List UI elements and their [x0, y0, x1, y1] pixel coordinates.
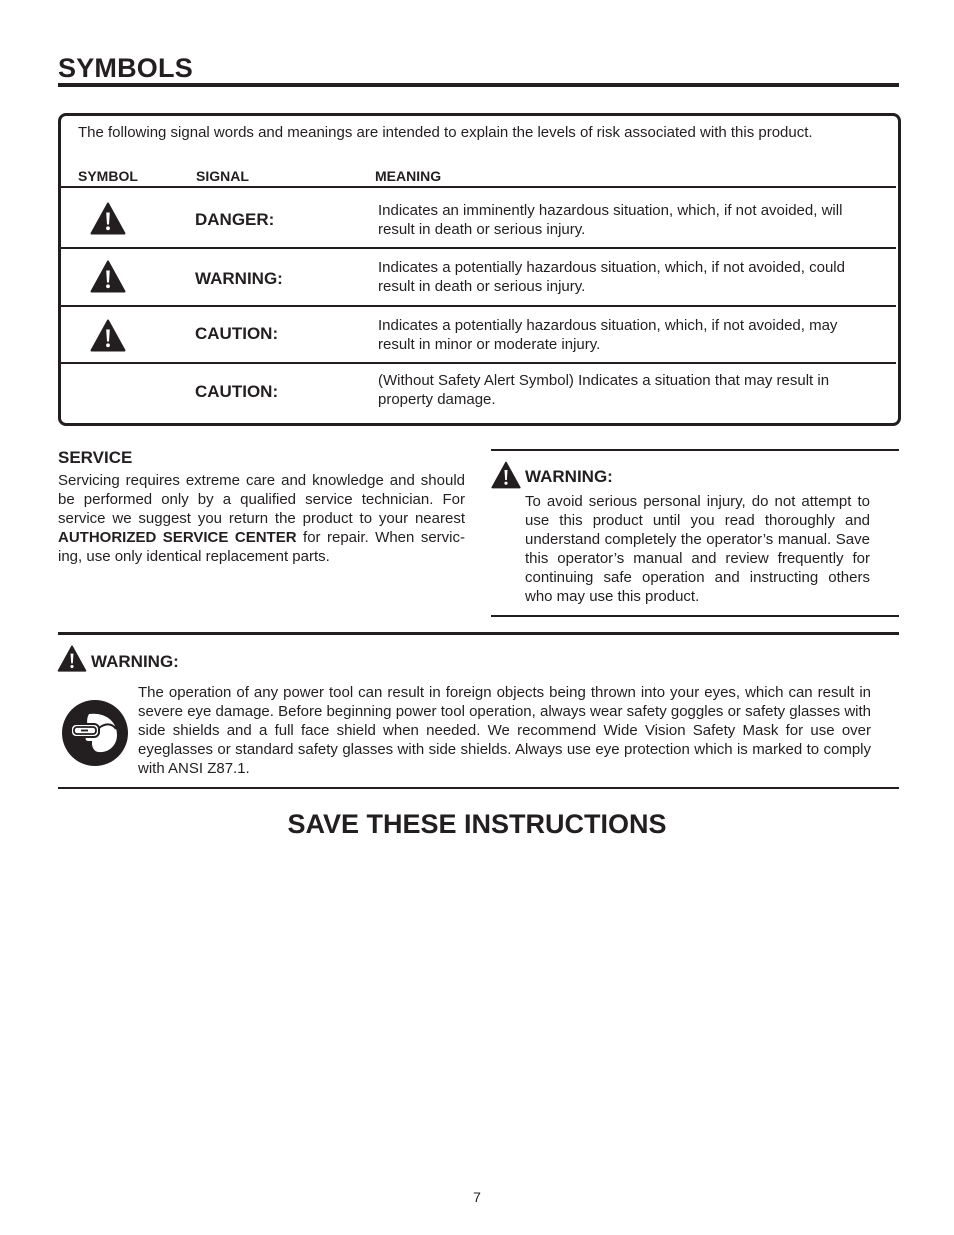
eye-protection-icon — [61, 699, 129, 767]
page-title: SYMBOLS — [58, 53, 193, 83]
warning-box-top-rule — [491, 449, 899, 451]
page-number: 7 — [473, 1189, 481, 1205]
signal-caution-no-symbol: CAUTION: — [195, 382, 279, 401]
signal-danger: DANGER: — [195, 210, 275, 229]
table-rule — [61, 362, 896, 364]
table-rule — [61, 186, 896, 188]
table-rule — [61, 305, 896, 307]
safety-alert-icon — [90, 260, 126, 293]
signal-warning: WARNING: — [195, 269, 283, 288]
safety-alert-icon — [90, 319, 126, 352]
table-rule — [61, 247, 896, 249]
eye-warning-text: The operation of any power tool can result in foreign objects being thrown into your eyes, which can result in severe eye damage. Before beginning power tool operation, always wear safety goggles or safety glasses with side shields and a full face shield when needed. We recommend Wide Vision Safety Mask for use over eyeglasses or standard safety glasses with side shields. Always use eye protection which is marked to comply with ANSI Z87.1. — [138, 684, 871, 777]
warning-label: WARNING: — [91, 652, 179, 671]
service-text: Servicing requires extreme care and knowledge and should be performed only by a qualified service technician. For service we suggest you return the product to your nearest AUTHORIZED SERVICE CENTER for repair. When servic-ing, use only identical replacement parts. — [58, 472, 466, 565]
title-rule — [58, 83, 899, 87]
meaning-caution: Indicates a potentially hazardous situation, which, if not avoided, may result in minor or moderate injury. — [378, 317, 838, 353]
warning-manual-text: To avoid serious personal injury, do not attempt to use this product until you read thoroughly and understand completely the operator’s manual. Save this operator’s manual and review frequently for continuing safe operation and instructing others who may use this product. — [525, 493, 870, 605]
signal-caution: CAUTION: — [195, 324, 279, 343]
safety-alert-icon — [90, 202, 126, 235]
header-signal: SIGNAL — [196, 168, 249, 184]
safety-alert-icon — [57, 645, 87, 672]
header-symbol: SYMBOL — [78, 168, 138, 184]
service-heading: SERVICE — [58, 448, 133, 467]
warning-label: WARNING: — [525, 467, 613, 486]
meaning-caution-no-symbol: (Without Safety Alert Symbol) Indicates a situation that may result in property damage. — [378, 372, 830, 408]
eye-warning-top-rule — [58, 632, 899, 635]
save-instructions-heading: SAVE THESE INSTRUCTIONS — [287, 809, 667, 839]
warning-box-bottom-rule — [491, 615, 899, 617]
header-meaning: MEANING — [375, 168, 442, 184]
eye-warning-bottom-rule — [58, 787, 899, 789]
meaning-danger: Indicates an imminently hazardous situation, which, if not avoided, will result in death or serious injury. — [378, 202, 843, 238]
meaning-warning: Indicates a potentially hazardous situation, which, if not avoided, could result in death or serious injury. — [378, 259, 845, 295]
safety-alert-icon — [491, 461, 521, 489]
symbols-intro: The following signal words and meanings are intended to explain the levels of risk associated with this product. — [78, 124, 813, 141]
